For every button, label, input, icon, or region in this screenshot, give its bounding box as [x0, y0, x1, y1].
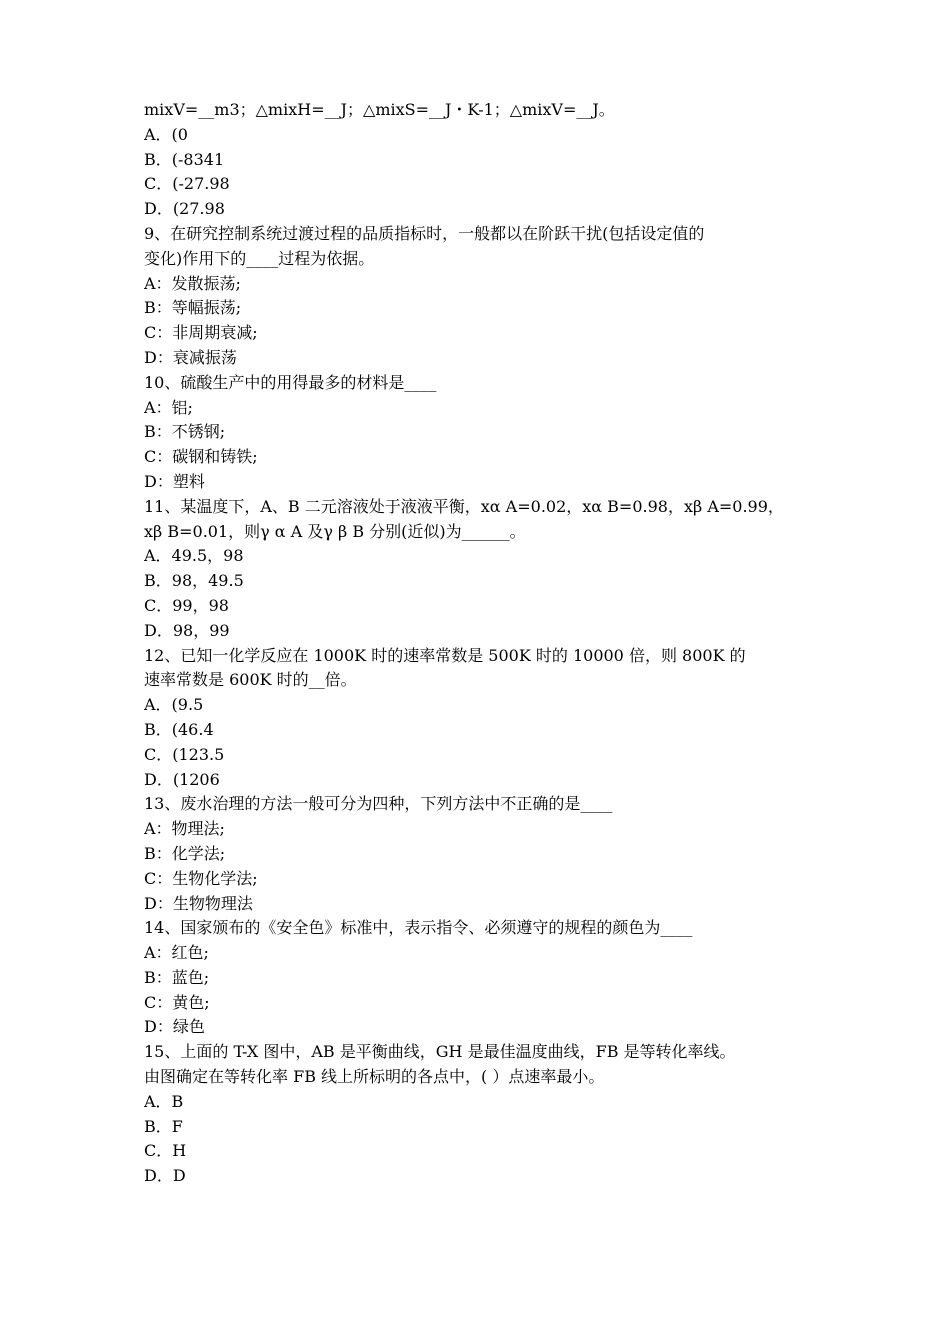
option-c: C：生物化学法; — [144, 868, 258, 888]
option-d: D：衰减振荡 — [144, 347, 237, 367]
option-d: D．(1206 — [144, 769, 220, 789]
option-a: A：物理法; — [144, 819, 225, 839]
option-d: D．98，99 — [144, 620, 230, 640]
option-a: A．49.5，98 — [144, 546, 244, 566]
option-a: A．B — [144, 1091, 184, 1111]
text-line: mixV=__m3；△mixH=__J；△mixS=__J・K-1；△mixV=__J。 — [144, 100, 615, 119]
question-9: 9、在研究控制系统过渡过程的品质指标时，一般都以在阶跃干扰(包括设定值的 — [144, 223, 705, 243]
document-page — [144, 98, 812, 1189]
question-13: 13、废水治理的方法一般可分为四种，下列方法中不正确的是____ — [144, 794, 613, 814]
question-11-cont: xβ B=0.01，则γ α A 及γ β B 分别(近似)为______。 — [144, 521, 526, 541]
option-c: C．H — [144, 1141, 187, 1161]
question-15-cont: 由图确定在等转化率 FB 线上所标明的各点中，( ）点速率最小。 — [144, 1067, 605, 1087]
question-9-cont: 变化)作用下的____过程为依据。 — [144, 248, 375, 268]
option-d: D：生物物理法 — [144, 893, 253, 913]
option-a: A：发散振荡; — [144, 273, 241, 293]
option-c: C．(-27.98 — [144, 174, 230, 194]
option-b: B：等幅振荡; — [144, 298, 242, 318]
option-b: B．98，49.5 — [144, 571, 244, 591]
option-c: C：黄色; — [144, 992, 210, 1012]
option-a: A．(9.5 — [144, 695, 204, 715]
option-c: C．(123.5 — [144, 744, 225, 764]
option-d: D：塑料 — [144, 471, 205, 491]
question-10: 10、硫酸生产中的用得最多的材料是____ — [144, 372, 437, 392]
question-12-cont: 速率常数是 600K 时的__倍。 — [144, 670, 357, 690]
question-11: 11、某温度下，A、B 二元溶液处于液液平衡，xα A=0.02，xα B=0.98，xβ A=0.99， — [144, 496, 784, 516]
question-14: 14、国家颁布的《安全色》标准中，表示指令、必须遵守的规程的颜色为____ — [144, 918, 693, 938]
option-b: B：化学法; — [144, 843, 226, 863]
option-c: C．99，98 — [144, 595, 229, 615]
option-b: B．F — [144, 1116, 183, 1136]
option-d: D：绿色 — [144, 1017, 205, 1037]
question-15: 15、上面的 T-X 图中，AB 是平衡曲线，GH 是最佳温度曲线，FB 是等转化率线。 — [144, 1042, 736, 1062]
option-b: B．(46.4 — [144, 719, 214, 739]
option-b: B：不锈钢; — [144, 422, 226, 442]
question-12: 12、已知一化学反应在 1000K 时的速率常数是 500K 时的 10000 倍，则 800K 的 — [144, 645, 746, 665]
option-a: A：红色; — [144, 943, 209, 963]
option-b: B：蓝色; — [144, 967, 210, 987]
option-c: C：非周期衰减; — [144, 323, 258, 343]
option-b: B．(-8341 — [144, 149, 225, 169]
option-d: D．D — [144, 1166, 186, 1186]
option-d: D．(27.98 — [144, 199, 225, 219]
option-c: C：碳钢和铸铁; — [144, 447, 258, 467]
option-a: A：铝; — [144, 397, 193, 417]
option-a: A．(0 — [144, 124, 188, 144]
